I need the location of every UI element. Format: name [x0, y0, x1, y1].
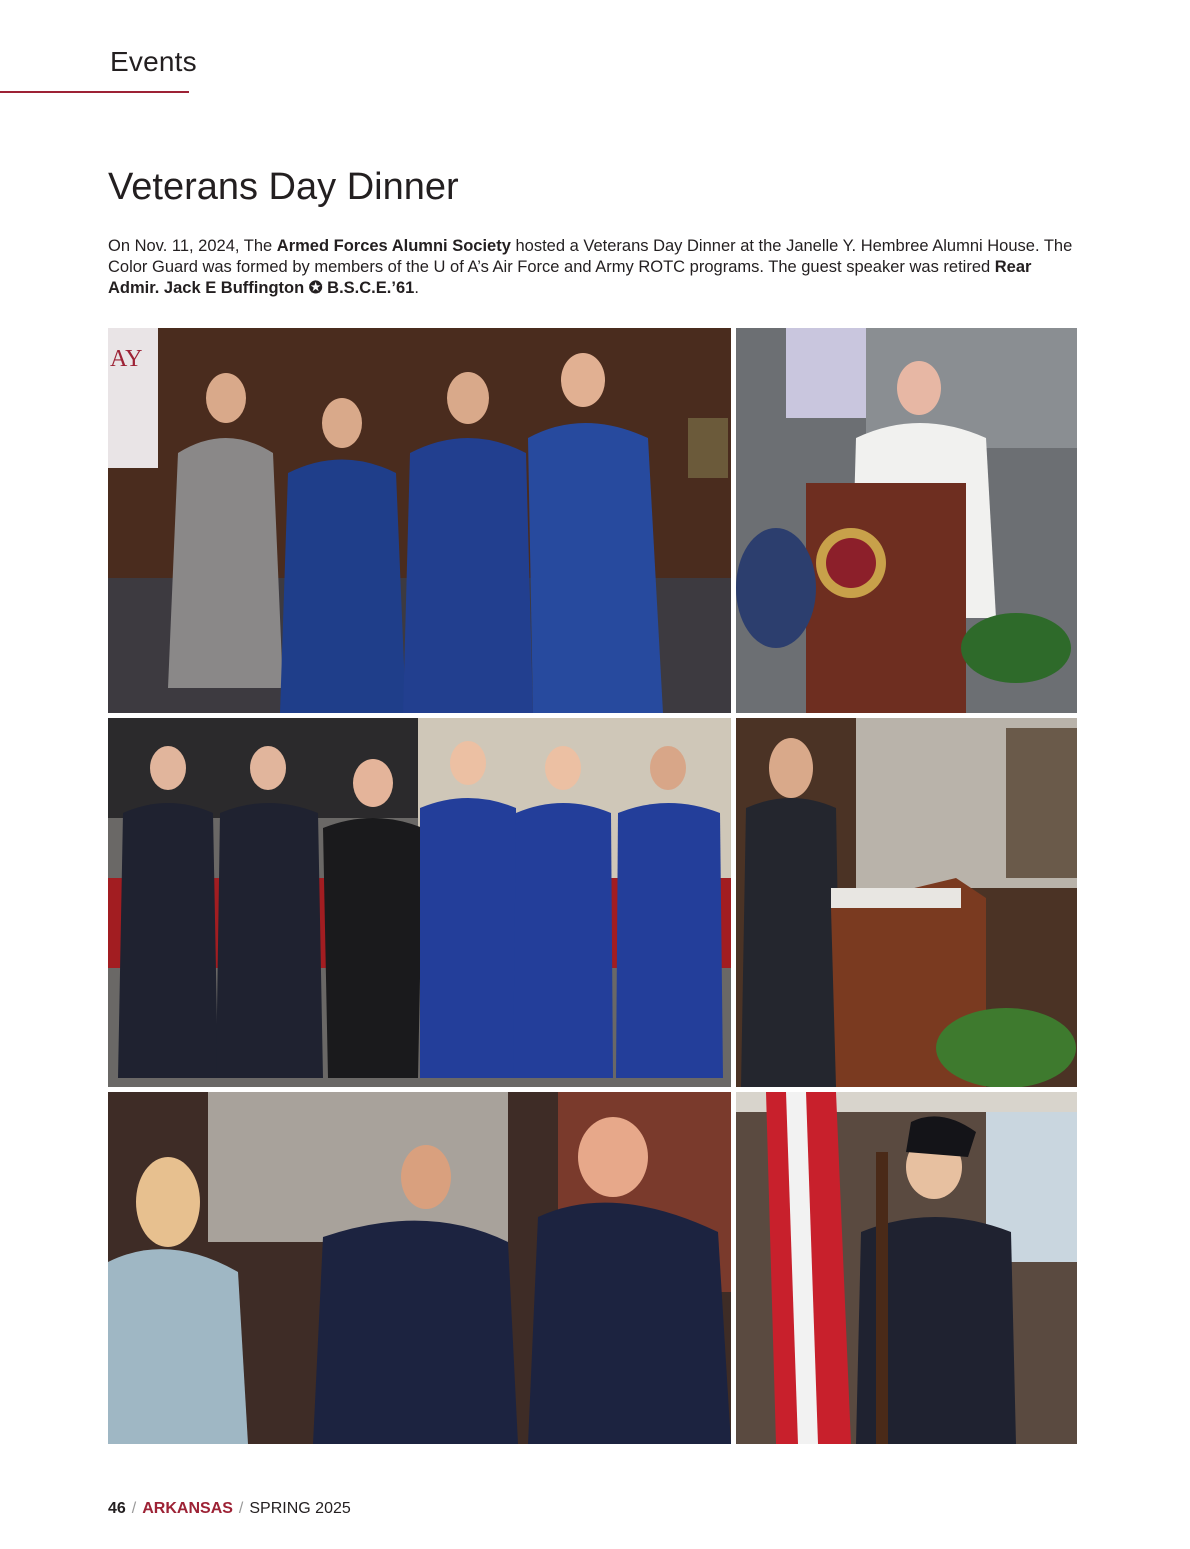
issue-name: SPRING 2025 [249, 1500, 351, 1517]
section-rule [0, 91, 189, 93]
intro-text-2: hosted a Veterans Day Dinner at the Janelle Y. Hembree Alumni House. The Color Guard was formed by members of the U of A’s Air Force and Army ROTC programs. The guest speaker was retired [108, 237, 1073, 276]
photo-officers-conversing [108, 1092, 731, 1444]
society-name: Armed Forces Alumni Society [276, 237, 511, 255]
page-number: 46 [108, 1500, 126, 1517]
speaker-name: Rear Admir. Jack E Buffington ✪ B.S.C.E.’61 [108, 258, 1032, 297]
photo-cadets-women [108, 718, 731, 1087]
footer-separator-1: / [131, 1500, 137, 1517]
photo-color-guard [736, 1092, 1077, 1444]
photo-admiral-speaking [736, 328, 1077, 713]
article-intro [108, 236, 1083, 299]
intro-text-1: On Nov. 11, 2024, The [108, 237, 277, 255]
article-title: Veterans Day Dinner [108, 166, 459, 208]
magazine-name: ARKANSAS [142, 1500, 233, 1517]
photo-cadets-group [108, 328, 731, 713]
page-footer [108, 1500, 351, 1518]
photo1-sign-text: AY [110, 346, 143, 372]
intro-end: . [414, 279, 419, 297]
photo-woman-lectern [736, 718, 1077, 1087]
footer-separator-2: / [238, 1500, 244, 1517]
section-label: Events [110, 46, 197, 77]
